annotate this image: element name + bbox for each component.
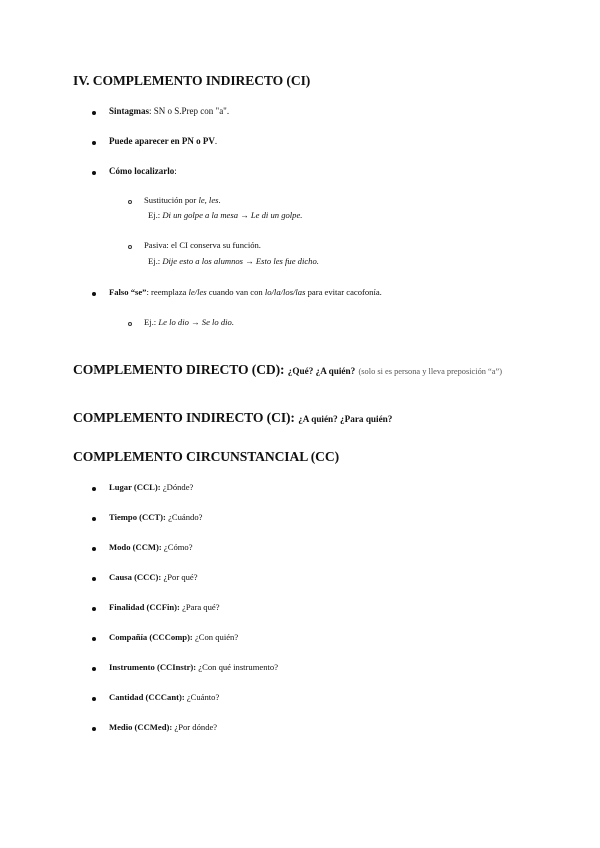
list-item: Falso “se”: reemplaza le/les cuando van con lo/la/los/las para evitar cacofonía. bbox=[109, 287, 382, 297]
sub-list-item: Pasiva: el CI conserva su función. bbox=[144, 240, 261, 250]
sub-list-item: Sustitución por le, les. bbox=[144, 195, 221, 205]
list-item: Compañía (CCComp): ¿Con quién? bbox=[109, 632, 239, 642]
section-heading-cd: COMPLEMENTO DIRECTO (CD): ¿Qué? ¿A quién? (solo si es persona y lleva preposición “a”) bbox=[73, 362, 502, 377]
bullet-icon bbox=[92, 111, 96, 115]
list-item: Cantidad (CCCant): ¿Cuánto? bbox=[109, 692, 220, 702]
bullet-icon bbox=[92, 607, 96, 611]
bullet-icon bbox=[92, 141, 96, 145]
bullet-icon bbox=[92, 697, 96, 701]
bullet-icon bbox=[92, 487, 96, 491]
list-item: Medio (CCMed): ¿Por dónde? bbox=[109, 722, 218, 732]
section-heading-ci: IV. COMPLEMENTO INDIRECTO (CI) bbox=[73, 73, 311, 88]
sub-bullet-icon bbox=[128, 245, 132, 249]
bullet-icon bbox=[92, 292, 96, 296]
list-item: Lugar (CCL): ¿Dónde? bbox=[109, 482, 194, 492]
section-heading-cc: COMPLEMENTO CIRCUNSTANCIAL (CC) bbox=[73, 449, 340, 464]
list-item: Causa (CCC): ¿Por qué? bbox=[109, 572, 198, 582]
bullet-icon bbox=[92, 727, 96, 731]
example-line: Ej.: Dije esto a los alumnos → Esto les fue dicho. bbox=[148, 256, 319, 266]
list-item: Sintagmas: SN o S.Prep con "a". bbox=[109, 106, 230, 116]
sub-bullet-icon bbox=[128, 200, 132, 204]
bullet-icon bbox=[92, 577, 96, 581]
sub-bullet-icon bbox=[128, 322, 132, 326]
example-line: Ej.: Le lo dio → Se lo dio. bbox=[144, 317, 234, 327]
list-item: Modo (CCM): ¿Cómo? bbox=[109, 542, 193, 552]
bullet-icon bbox=[92, 171, 96, 175]
list-item: Tiempo (CCT): ¿Cuándo? bbox=[109, 512, 203, 522]
example-line: Ej.: Di un golpe a la mesa → Le di un golpe. bbox=[148, 210, 303, 220]
bullet-icon bbox=[92, 517, 96, 521]
list-item: Finalidad (CCFin): ¿Para qué? bbox=[109, 602, 220, 612]
list-item: Puede aparecer en PN o PV. bbox=[109, 136, 218, 146]
list-item: Cómo localizarlo: bbox=[109, 166, 177, 176]
list-item: Instrumento (CCInstr): ¿Con qué instrumento? bbox=[109, 662, 279, 672]
section-heading-ci-questions: COMPLEMENTO INDIRECTO (CI): ¿A quién? ¿Para quién? bbox=[73, 410, 393, 425]
bullet-icon bbox=[92, 547, 96, 551]
bullet-icon bbox=[92, 667, 96, 671]
bullet-icon bbox=[92, 637, 96, 641]
